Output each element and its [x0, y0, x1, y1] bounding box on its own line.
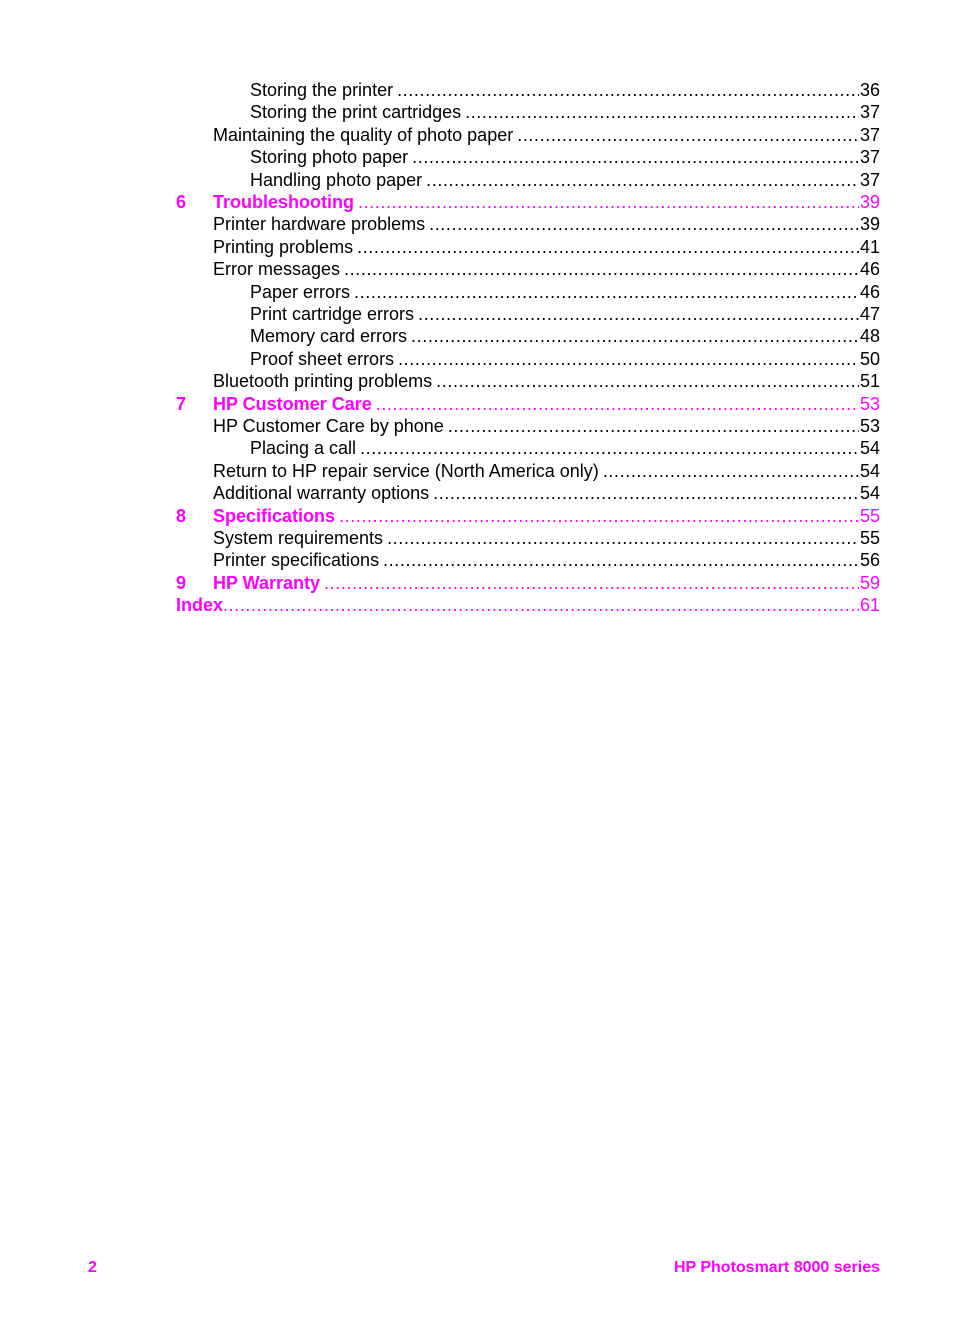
toc-entry-title: Handling photo paper — [250, 169, 423, 190]
toc-entry[interactable] — [213, 236, 880, 258]
toc-entry-title: Storing the printer — [250, 80, 394, 100]
toc-entry[interactable] — [250, 101, 880, 123]
toc-entry-page: 56 — [859, 550, 880, 571]
toc-entry-page: 55 — [859, 505, 880, 526]
toc-entry[interactable] — [213, 549, 880, 571]
toc-entry-title: HP Customer Care — [213, 393, 372, 414]
toc-entry-title: Troubleshooting — [213, 192, 354, 212]
dot-leader — [429, 213, 859, 235]
toc-entry[interactable] — [250, 169, 880, 191]
toc-entry-page: 54 — [859, 438, 880, 459]
toc-entry-title: Placing a call — [250, 438, 357, 459]
chapter-number: 8 — [176, 505, 187, 526]
toc-chapter-entry[interactable] — [176, 572, 880, 594]
footer-page-number: 2 — [88, 1259, 97, 1276]
dot-leader — [448, 415, 859, 437]
dot-leader — [397, 79, 859, 101]
toc-entry-title: Memory card errors — [250, 326, 408, 347]
toc-entry-title: Index — [176, 595, 224, 616]
toc-entry-page: 46 — [859, 259, 880, 280]
toc-entry-title: Paper errors — [250, 281, 351, 302]
toc-entry-title: Printer hardware problems — [213, 214, 426, 235]
toc-entry[interactable] — [213, 258, 880, 280]
toc-entry-title: HP Warranty — [213, 572, 321, 593]
dot-leader — [376, 393, 859, 415]
toc-index-entry[interactable] — [176, 594, 880, 616]
toc-entry-page: 54 — [859, 483, 880, 504]
chapter-number: 6 — [176, 192, 187, 212]
dot-leader — [344, 258, 859, 280]
toc-entry[interactable] — [250, 303, 880, 325]
toc-entry-page: 37 — [859, 169, 880, 190]
dot-leader — [357, 236, 859, 258]
toc-entry-title: HP Customer Care by phone — [213, 416, 444, 436]
toc-entry[interactable] — [213, 370, 880, 392]
toc-entry-page: 55 — [859, 528, 880, 548]
dot-leader — [433, 482, 859, 504]
toc-entry-page: 53 — [859, 393, 880, 414]
toc-chapter-entry[interactable] — [176, 191, 880, 213]
toc-entry-page: 48 — [859, 326, 880, 347]
toc-entry[interactable] — [213, 527, 880, 549]
dot-leader — [360, 437, 859, 459]
toc-entry-page: 50 — [859, 348, 880, 369]
toc-entry-title: Printer specifications — [213, 550, 380, 571]
toc-entry-title: Storing the print cartridges — [250, 102, 462, 123]
dot-leader — [465, 101, 859, 123]
dot-leader — [223, 594, 859, 616]
dot-leader — [436, 370, 859, 392]
toc-entry[interactable] — [213, 460, 880, 482]
toc-entry[interactable] — [250, 348, 880, 370]
toc-entry-page: 51 — [859, 371, 880, 392]
toc-entry-page: 59 — [859, 572, 880, 593]
toc-entry[interactable] — [213, 415, 880, 437]
dot-leader — [418, 303, 859, 325]
toc-entry-title: Print cartridge errors — [250, 304, 415, 324]
toc-entry-page: 39 — [859, 214, 880, 235]
toc-entry-title: System requirements — [213, 528, 384, 548]
toc-entry-title: Proof sheet errors — [250, 348, 395, 369]
toc-entry[interactable] — [250, 325, 880, 347]
dot-leader — [412, 146, 859, 168]
toc-entry-page: 54 — [859, 460, 880, 481]
dot-leader — [354, 281, 859, 303]
dot-leader — [426, 169, 859, 191]
chapter-number: 9 — [176, 572, 187, 593]
toc-entry-title: Maintaining the quality of photo paper — [213, 124, 514, 145]
toc-entry-title: Return to HP repair service (North America only) — [213, 460, 599, 481]
dot-leader — [398, 348, 859, 370]
toc-entry-page: 46 — [859, 281, 880, 302]
chapter-number: 7 — [176, 393, 187, 414]
dot-leader — [358, 191, 859, 213]
toc-entry-page: 37 — [859, 147, 880, 168]
dot-leader — [383, 549, 859, 571]
footer-product-name: HP Photosmart 8000 series — [673, 1259, 880, 1276]
toc-entry-page: 39 — [859, 192, 880, 212]
toc-entry-page: 53 — [859, 416, 880, 436]
toc-entry[interactable] — [250, 281, 880, 303]
toc-entry-page: 47 — [859, 304, 880, 324]
toc-entry[interactable] — [250, 437, 880, 459]
toc-entry[interactable] — [213, 124, 880, 146]
toc-entry-title: Printing problems — [213, 236, 354, 257]
toc-entry[interactable] — [250, 79, 880, 101]
toc-entry-page: 37 — [859, 124, 880, 145]
dot-leader — [517, 124, 859, 146]
toc-entry-page: 36 — [859, 80, 880, 100]
toc-chapter-entry[interactable] — [176, 505, 880, 527]
toc-entry-title: Additional warranty options — [213, 483, 430, 504]
toc-entry-title: Error messages — [213, 259, 341, 280]
dot-leader — [339, 505, 859, 527]
toc-chapter-entry[interactable] — [176, 393, 880, 415]
dot-leader — [603, 460, 859, 482]
toc-entry-title: Storing photo paper — [250, 147, 409, 168]
toc-entry-title: Specifications — [213, 505, 336, 526]
toc-entry[interactable] — [250, 146, 880, 168]
toc-entry-page: 61 — [859, 595, 880, 616]
toc-entry-page: 41 — [859, 236, 880, 257]
toc-entry[interactable] — [213, 482, 880, 504]
dot-leader — [324, 572, 859, 594]
toc-entry-title: Bluetooth printing problems — [213, 371, 433, 392]
dot-leader — [411, 325, 859, 347]
toc-entry-page: 37 — [859, 102, 880, 123]
dot-leader — [387, 527, 859, 549]
toc-entry[interactable] — [213, 213, 880, 235]
